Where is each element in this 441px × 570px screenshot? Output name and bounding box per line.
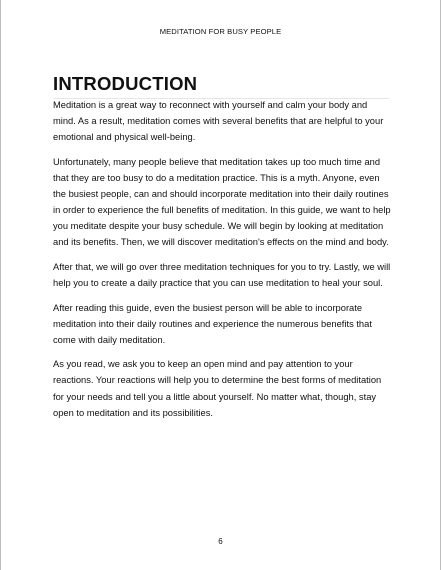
paragraph-5: As you read, we ask you to keep an open mind and pay attention to your reactions. Your reactions will help you to determine the best forms of meditation for your needs and tell you a little about yourself. No matter what, though, stay open to meditation and its possibilities. [53, 359, 382, 418]
paragraph-1: Meditation is a great way to reconnect with yourself and calm your body and mind. As a result, meditation comes with several benefits that are helpful to your emotional and physical well-being. [53, 100, 384, 143]
running-header: MEDITATION FOR BUSY PEOPLE [159, 27, 282, 36]
body-text [53, 97, 391, 429]
page-left-edge [0, 0, 1, 570]
paragraph-4: After reading this guide, even the busiest person will be able to incorporate meditation into their daily routines and experience the numerous benefits that come with daily meditation. [53, 302, 372, 345]
section-heading: INTRODUCTION [53, 73, 198, 94]
paragraph-2: Unfortunately, many people believe that meditation takes up too much time and that they are too busy to do a meditation practice. This is a myth. Anyone, even the busiest people, can and should incorporate meditation into their daily routines in order to experience the full benefits of meditation. In this guide, we want to help you meditate despite your busy schedule. We will begin by looking at meditation and its benefits. Then, we will discover meditation's effects on the mind and body. [53, 156, 391, 248]
page-number: 6 [218, 537, 223, 546]
paragraph-3: After that, we will go over three meditation techniques for you to try. Lastly, we will help you to create a daily practice that you can use meditation to heal your soul. [53, 261, 391, 288]
